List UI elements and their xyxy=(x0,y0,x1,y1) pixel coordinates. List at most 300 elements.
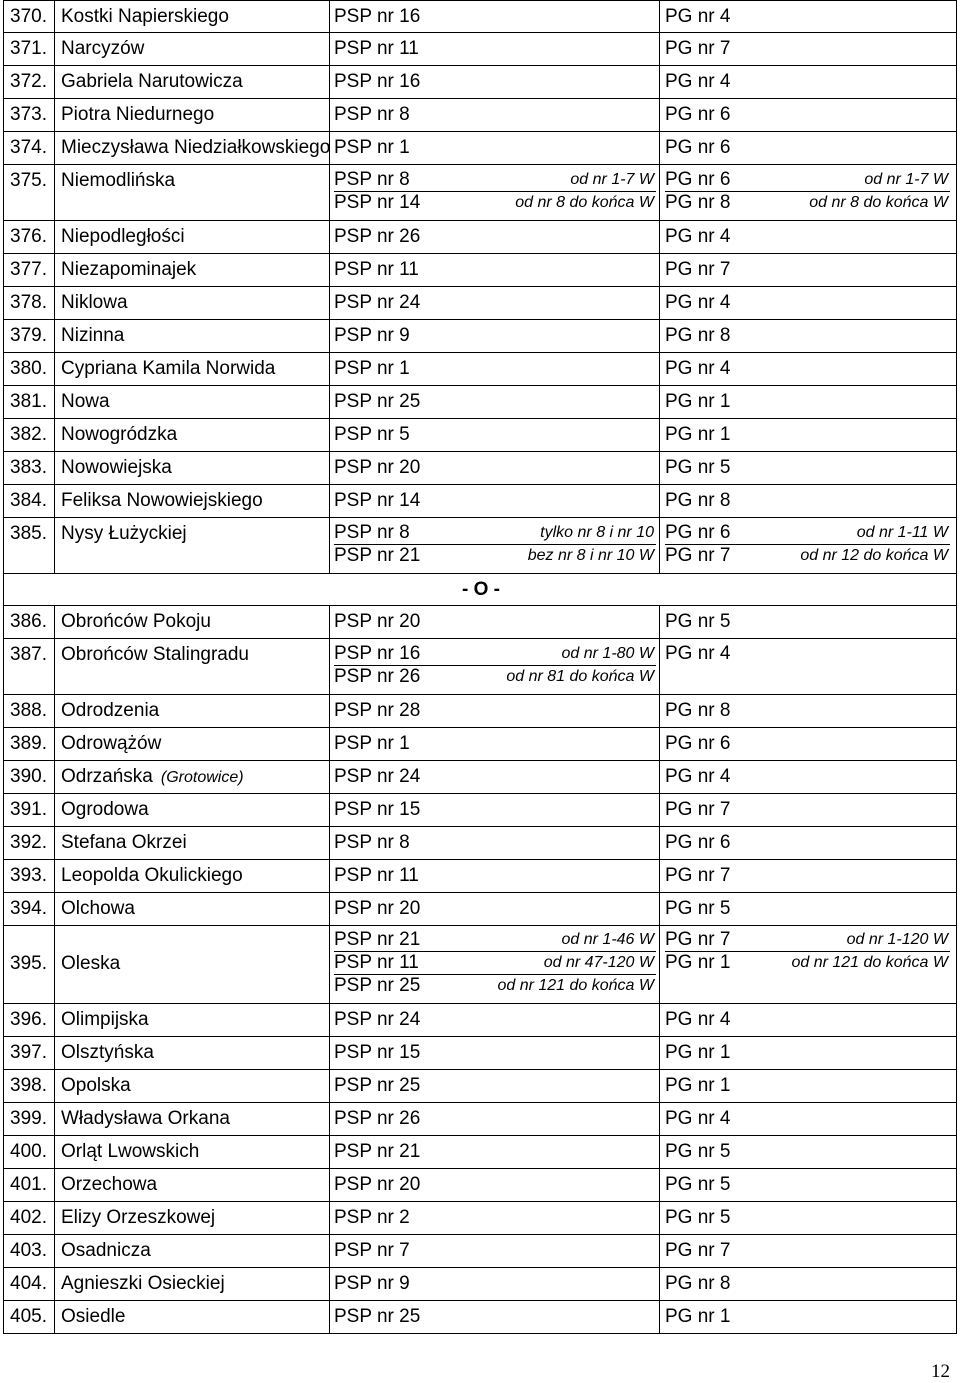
row-number: 394. xyxy=(10,898,47,919)
primary-school-range: tylko nr 8 i nr 10 xyxy=(540,524,654,541)
primary-school: PSP nr 20 xyxy=(334,898,421,919)
street-name: Piotra Niedurnego xyxy=(61,104,215,125)
street-name: Ogrodowa xyxy=(61,799,149,820)
table-row xyxy=(3,926,957,1004)
primary-school: PSP nr 25 xyxy=(334,1306,421,1327)
gymnasium: PG nr 6 xyxy=(665,137,731,158)
column-divider xyxy=(54,827,55,859)
gymnasium: PG nr 8 xyxy=(665,700,731,721)
gymnasium: PG nr 5 xyxy=(665,1174,731,1195)
primary-school: PSP nr 14 xyxy=(334,490,421,511)
gymnasium: PG nr 4 xyxy=(665,643,731,664)
table-row xyxy=(3,419,957,452)
street-name: Gabriela Narutowicza xyxy=(61,71,243,92)
column-divider xyxy=(54,1004,55,1036)
row-number: 378. xyxy=(10,292,47,313)
column-divider xyxy=(54,761,55,793)
column-divider xyxy=(329,1037,330,1069)
table-row xyxy=(3,99,957,132)
street-name: Niemodlińska xyxy=(61,170,176,191)
gymnasium: PG nr 5 xyxy=(665,457,731,478)
primary-school: PSP nr 26 xyxy=(334,226,421,247)
column-divider xyxy=(329,1136,330,1168)
column-divider xyxy=(54,165,55,220)
gymnasium: PG nr 5 xyxy=(665,1207,731,1228)
column-divider xyxy=(659,1136,660,1168)
gymnasium-range: od nr 1-7 W xyxy=(864,171,948,188)
gymnasium: PG nr 8 xyxy=(665,192,731,213)
column-divider xyxy=(329,353,330,385)
row-number: 381. xyxy=(10,391,47,412)
gymnasium: PG nr 5 xyxy=(665,1141,731,1162)
primary-school-range: od nr 47-120 W xyxy=(543,954,654,971)
row-number: 403. xyxy=(10,1240,47,1261)
table-row xyxy=(3,639,957,695)
table-row xyxy=(3,386,957,419)
column-divider xyxy=(329,1169,330,1201)
primary-school: PSP nr 7 xyxy=(334,1240,410,1261)
table-row xyxy=(3,254,957,287)
column-divider xyxy=(54,1103,55,1135)
column-divider xyxy=(659,452,660,484)
primary-school: PSP nr 9 xyxy=(334,1273,410,1294)
row-number: 399. xyxy=(10,1108,47,1129)
gymnasium: PG nr 4 xyxy=(665,1009,731,1030)
column-divider xyxy=(54,419,55,451)
gymnasium: PG nr 4 xyxy=(665,358,731,379)
primary-school: PSP nr 15 xyxy=(334,799,421,820)
column-divider xyxy=(329,893,330,925)
column-divider xyxy=(329,99,330,131)
column-divider xyxy=(54,926,55,1003)
gymnasium: PG nr 4 xyxy=(665,71,731,92)
column-divider xyxy=(659,485,660,517)
primary-school-range: od nr 1-46 W xyxy=(561,931,654,948)
column-divider xyxy=(659,132,660,164)
primary-school: PSP nr 21 xyxy=(334,929,421,950)
table-row xyxy=(3,728,957,761)
column-divider xyxy=(659,728,660,760)
row-number: 402. xyxy=(10,1207,47,1228)
row-number: 374. xyxy=(10,137,47,158)
gymnasium: PG nr 4 xyxy=(665,766,731,787)
primary-school-range: od nr 121 do końca W xyxy=(497,977,654,994)
table-row xyxy=(3,353,957,386)
column-divider xyxy=(54,639,55,694)
table-row xyxy=(3,518,957,574)
column-divider xyxy=(329,66,330,98)
table-row xyxy=(3,66,957,99)
row-number: 370. xyxy=(10,6,47,27)
street-name: Obrońców Stalingradu xyxy=(61,644,249,665)
primary-school: PSP nr 20 xyxy=(334,1174,421,1195)
column-divider xyxy=(54,1202,55,1234)
column-divider xyxy=(54,320,55,352)
gymnasium-range: od nr 8 do końca W xyxy=(809,194,948,211)
gymnasium: PG nr 4 xyxy=(665,1108,731,1129)
gymnasium: PG nr 6 xyxy=(665,733,731,754)
column-divider xyxy=(659,794,660,826)
column-divider xyxy=(329,827,330,859)
column-divider xyxy=(329,221,330,253)
primary-school: PSP nr 24 xyxy=(334,1009,421,1030)
column-divider xyxy=(329,165,330,220)
column-divider xyxy=(659,1103,660,1135)
column-divider xyxy=(329,1103,330,1135)
table-row xyxy=(3,452,957,485)
table-row xyxy=(3,606,957,639)
section-letter: - O - xyxy=(462,579,500,600)
primary-school-range: od nr 81 do końca W xyxy=(506,668,654,685)
table-row xyxy=(3,695,957,728)
column-divider xyxy=(54,1037,55,1069)
column-divider xyxy=(329,254,330,286)
gymnasium: PG nr 4 xyxy=(665,226,731,247)
column-divider xyxy=(659,761,660,793)
table-row xyxy=(3,132,957,165)
primary-school: PSP nr 8 xyxy=(334,832,410,853)
gymnasium: PG nr 7 xyxy=(665,929,731,950)
street-name: Nowa xyxy=(61,391,110,412)
column-divider xyxy=(329,860,330,892)
street-name: Narcyzów xyxy=(61,38,145,59)
street-name: Obrońców Pokoju xyxy=(61,611,211,632)
row-number: 379. xyxy=(10,325,47,346)
column-divider xyxy=(659,1,660,32)
primary-school: PSP nr 26 xyxy=(334,666,421,687)
column-divider xyxy=(54,1301,55,1333)
column-divider xyxy=(659,518,660,573)
gymnasium: PG nr 1 xyxy=(665,1075,731,1096)
street-name: Stefana Okrzei xyxy=(61,832,187,853)
gymnasium: PG nr 8 xyxy=(665,1273,731,1294)
column-divider xyxy=(54,99,55,131)
street-name: Opolska xyxy=(61,1075,131,1096)
gymnasium: PG nr 7 xyxy=(665,865,731,886)
row-number: 386. xyxy=(10,611,47,632)
column-divider xyxy=(329,639,330,694)
column-divider xyxy=(659,1037,660,1069)
street-name: Odrowążów xyxy=(61,733,162,754)
column-divider xyxy=(659,165,660,220)
table-row xyxy=(3,893,957,926)
column-divider xyxy=(659,254,660,286)
column-divider xyxy=(54,695,55,727)
column-divider xyxy=(329,1301,330,1333)
street-name: Niepodległości xyxy=(61,226,185,247)
gymnasium: PG nr 1 xyxy=(665,1042,731,1063)
street-name: Nizinna xyxy=(61,325,125,346)
gymnasium: PG nr 7 xyxy=(665,38,731,59)
column-divider xyxy=(659,1202,660,1234)
column-divider xyxy=(54,1235,55,1267)
primary-school: PSP nr 5 xyxy=(334,424,410,445)
column-divider xyxy=(329,1268,330,1300)
street-name: Władysława Orkana xyxy=(61,1108,230,1129)
primary-school-range: od nr 8 do końca W xyxy=(515,194,654,211)
gymnasium: PG nr 1 xyxy=(665,424,731,445)
column-divider xyxy=(659,860,660,892)
gymnasium: PG nr 5 xyxy=(665,611,731,632)
table-row xyxy=(3,1004,957,1037)
column-divider xyxy=(54,794,55,826)
column-divider xyxy=(659,287,660,319)
street-name: Leopolda Okulickiego xyxy=(61,865,243,886)
column-divider xyxy=(659,66,660,98)
gymnasium: PG nr 7 xyxy=(665,799,731,820)
table-row xyxy=(3,1103,957,1136)
table-row xyxy=(3,1202,957,1235)
row-number: 373. xyxy=(10,104,47,125)
column-divider xyxy=(329,386,330,418)
row-number: 401. xyxy=(10,1174,47,1195)
primary-school: PSP nr 1 xyxy=(334,358,410,379)
column-divider xyxy=(54,452,55,484)
gymnasium-range: od nr 1-120 W xyxy=(846,931,948,948)
column-divider xyxy=(659,353,660,385)
column-divider xyxy=(659,221,660,253)
street-name: Nowogródzka xyxy=(61,424,178,445)
row-number: 387. xyxy=(10,644,47,665)
column-divider xyxy=(659,827,660,859)
column-divider xyxy=(329,728,330,760)
column-divider xyxy=(54,893,55,925)
column-divider xyxy=(54,1268,55,1300)
primary-school: PSP nr 20 xyxy=(334,611,421,632)
column-divider xyxy=(54,1,55,32)
primary-school: PSP nr 11 xyxy=(334,865,419,886)
column-divider xyxy=(54,132,55,164)
primary-school: PSP nr 16 xyxy=(334,643,421,664)
column-divider xyxy=(329,1004,330,1036)
street-name: Oleska xyxy=(61,953,121,974)
street-name: Olsztyńska xyxy=(61,1042,154,1063)
street-name: Agnieszki Osieckiej xyxy=(61,1273,225,1294)
table-row xyxy=(3,827,957,860)
table-row xyxy=(3,1136,957,1169)
table-row xyxy=(3,1169,957,1202)
column-divider xyxy=(329,1202,330,1234)
table-row xyxy=(3,1037,957,1070)
primary-school: PSP nr 24 xyxy=(334,766,421,787)
gymnasium: PG nr 4 xyxy=(665,292,731,313)
column-divider xyxy=(329,485,330,517)
page-number: 12 xyxy=(931,1361,950,1382)
column-divider xyxy=(659,1301,660,1333)
primary-school: PSP nr 8 xyxy=(334,169,410,190)
street-note: (Grotowice) xyxy=(160,769,244,786)
primary-school-range: od nr 1-7 W xyxy=(570,171,654,188)
column-divider xyxy=(54,728,55,760)
primary-school: PSP nr 16 xyxy=(334,6,421,27)
column-divider xyxy=(329,695,330,727)
street-name: Odrodzenia xyxy=(61,700,160,721)
street-name: Orzechowa xyxy=(61,1174,158,1195)
column-divider xyxy=(54,1070,55,1102)
row-number: 404. xyxy=(10,1273,47,1294)
table-row xyxy=(3,1235,957,1268)
gymnasium: PG nr 4 xyxy=(665,6,731,27)
gymnasium-range: od nr 12 do końca W xyxy=(800,547,948,564)
row-number: 400. xyxy=(10,1141,47,1162)
table-row xyxy=(3,485,957,518)
row-number: 371. xyxy=(10,38,47,59)
column-divider xyxy=(659,99,660,131)
table-row xyxy=(3,1070,957,1103)
primary-school: PSP nr 21 xyxy=(334,1141,421,1162)
primary-school: PSP nr 11 xyxy=(334,259,419,280)
gymnasium-range: od nr 121 do końca W xyxy=(791,954,948,971)
gymnasium-range: od nr 1-11 W xyxy=(856,524,948,541)
column-divider xyxy=(659,695,660,727)
row-number: 397. xyxy=(10,1042,47,1063)
table-row xyxy=(3,794,957,827)
street-name: Orląt Lwowskich xyxy=(61,1141,200,1162)
primary-school: PSP nr 21 xyxy=(334,545,421,566)
street-name: Osiedle xyxy=(61,1306,126,1327)
column-divider xyxy=(329,33,330,65)
column-divider xyxy=(54,66,55,98)
column-divider xyxy=(329,320,330,352)
column-divider xyxy=(659,1268,660,1300)
street-name: Kostki Napierskiego xyxy=(61,6,229,27)
column-divider xyxy=(329,926,330,1003)
table-row xyxy=(3,287,957,320)
column-divider xyxy=(659,320,660,352)
street-name: Osadnicza xyxy=(61,1240,151,1261)
row-number: 388. xyxy=(10,700,47,721)
row-number: 393. xyxy=(10,865,47,886)
gymnasium: PG nr 7 xyxy=(665,545,731,566)
primary-school: PSP nr 14 xyxy=(334,192,421,213)
column-divider xyxy=(329,452,330,484)
table-row xyxy=(3,0,957,33)
column-divider xyxy=(54,353,55,385)
row-number: 380. xyxy=(10,358,47,379)
street-name: Odrzańska (Grotowice) xyxy=(61,766,244,787)
table-row xyxy=(3,33,957,66)
section-header-row xyxy=(3,574,957,606)
street-name: Elizy Orzeszkowej xyxy=(61,1207,216,1228)
column-divider xyxy=(329,606,330,638)
column-divider xyxy=(329,761,330,793)
row-number: 375. xyxy=(10,170,47,191)
gymnasium: PG nr 7 xyxy=(665,259,731,280)
column-divider xyxy=(54,254,55,286)
row-number: 395. xyxy=(10,953,47,974)
column-divider xyxy=(659,1169,660,1201)
primary-school: PSP nr 26 xyxy=(334,1108,421,1129)
primary-school: PSP nr 11 xyxy=(334,952,419,973)
primary-school: PSP nr 20 xyxy=(334,457,421,478)
primary-school: PSP nr 16 xyxy=(334,71,421,92)
column-divider xyxy=(659,606,660,638)
primary-school: PSP nr 1 xyxy=(334,137,410,158)
column-divider xyxy=(54,485,55,517)
primary-school-range: bez nr 8 i nr 10 W xyxy=(527,547,654,564)
street-name: Nowowiejska xyxy=(61,457,172,478)
column-divider xyxy=(54,1169,55,1201)
gymnasium: PG nr 6 xyxy=(665,169,731,190)
primary-school: PSP nr 11 xyxy=(334,38,419,59)
column-divider xyxy=(54,33,55,65)
table-row xyxy=(3,860,957,893)
row-number: 384. xyxy=(10,490,47,511)
column-divider xyxy=(54,287,55,319)
column-divider xyxy=(659,926,660,1003)
row-number: 377. xyxy=(10,259,47,280)
street-name: Olchowa xyxy=(61,898,135,919)
row-number: 382. xyxy=(10,424,47,445)
row-number: 405. xyxy=(10,1306,47,1327)
street-name: Cypriana Kamila Norwida xyxy=(61,358,276,379)
row-number: 372. xyxy=(10,71,47,92)
primary-school: PSP nr 24 xyxy=(334,292,421,313)
street-name: Nysy Łużyckiej xyxy=(61,523,187,544)
primary-school: PSP nr 8 xyxy=(334,104,410,125)
table-row xyxy=(3,320,957,353)
primary-school: PSP nr 2 xyxy=(334,1207,410,1228)
table-row xyxy=(3,1268,957,1301)
column-divider xyxy=(659,33,660,65)
primary-school: PSP nr 8 xyxy=(334,522,410,543)
column-divider xyxy=(659,419,660,451)
street-name: Feliksa Nowowiejskiego xyxy=(61,490,263,511)
column-divider xyxy=(54,1136,55,1168)
gymnasium: PG nr 1 xyxy=(665,1306,731,1327)
row-number: 385. xyxy=(10,523,47,544)
column-divider xyxy=(329,1235,330,1267)
column-divider xyxy=(329,287,330,319)
column-divider xyxy=(329,794,330,826)
column-divider xyxy=(659,1070,660,1102)
column-divider xyxy=(54,606,55,638)
row-number: 396. xyxy=(10,1009,47,1030)
column-divider xyxy=(659,386,660,418)
row-number: 383. xyxy=(10,457,47,478)
table-row xyxy=(3,165,957,221)
primary-school: PSP nr 25 xyxy=(334,391,421,412)
column-divider xyxy=(329,518,330,573)
gymnasium: PG nr 8 xyxy=(665,325,731,346)
primary-school: PSP nr 9 xyxy=(334,325,410,346)
street-name: Mieczysława Niedziałkowskiego xyxy=(61,137,331,158)
primary-school: PSP nr 1 xyxy=(334,733,410,754)
gymnasium: PG nr 1 xyxy=(665,391,731,412)
row-number: 398. xyxy=(10,1075,47,1096)
column-divider xyxy=(659,1235,660,1267)
street-name: Niklowa xyxy=(61,292,128,313)
column-divider xyxy=(54,386,55,418)
column-divider xyxy=(329,1070,330,1102)
row-number: 389. xyxy=(10,733,47,754)
column-divider xyxy=(329,1,330,32)
gymnasium: PG nr 7 xyxy=(665,1240,731,1261)
column-divider xyxy=(659,1004,660,1036)
column-divider xyxy=(659,639,660,694)
gymnasium: PG nr 6 xyxy=(665,104,731,125)
gymnasium: PG nr 1 xyxy=(665,952,731,973)
table-row xyxy=(3,761,957,794)
row-number: 390. xyxy=(10,766,47,787)
primary-school: PSP nr 25 xyxy=(334,975,421,996)
row-number: 392. xyxy=(10,832,47,853)
gymnasium: PG nr 5 xyxy=(665,898,731,919)
table-row xyxy=(3,221,957,254)
street-school-table xyxy=(3,0,957,1334)
column-divider xyxy=(659,893,660,925)
primary-school: PSP nr 25 xyxy=(334,1075,421,1096)
